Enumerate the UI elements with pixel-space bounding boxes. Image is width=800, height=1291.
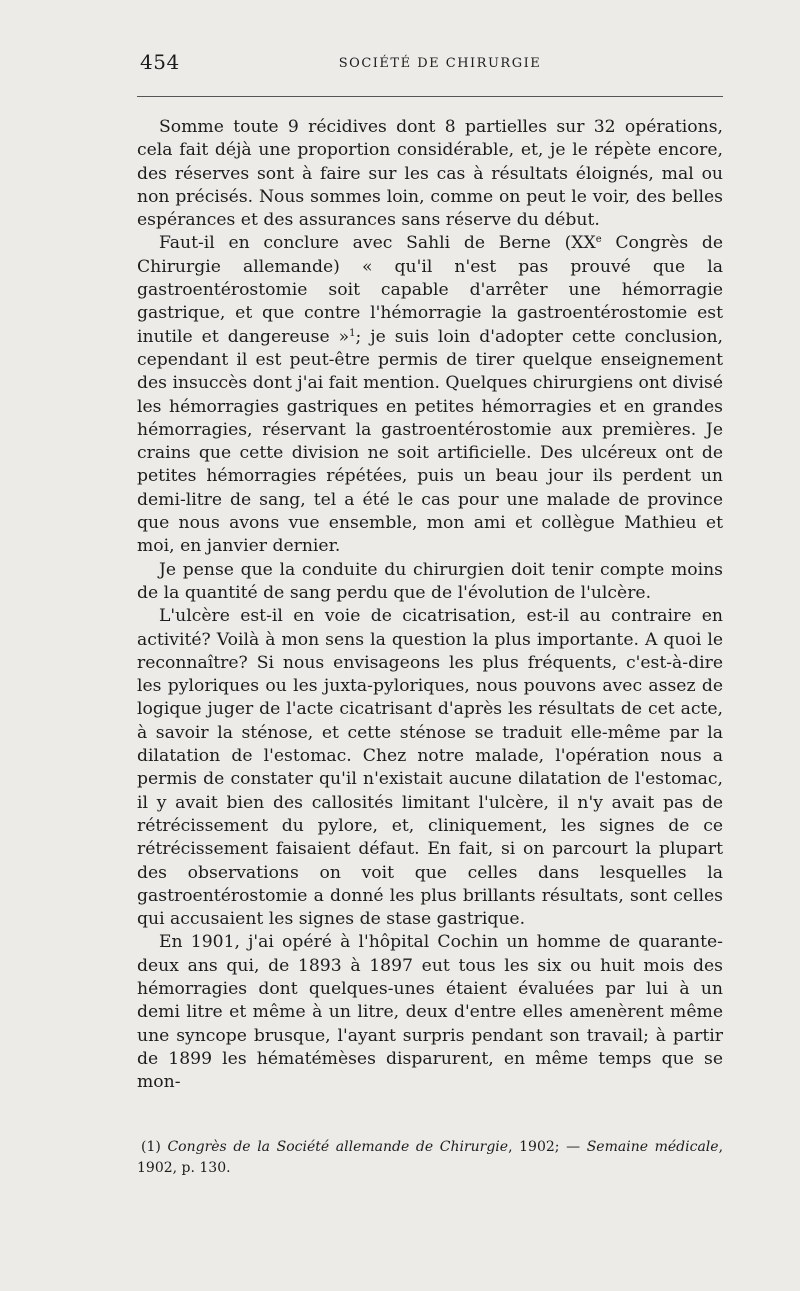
footnote-ref: 1 bbox=[349, 327, 356, 339]
footnote-source: Semaine médicale bbox=[586, 1139, 719, 1155]
footnote-text: , 1902, p. 130. bbox=[137, 1139, 724, 1176]
paragraph: Somme toute 9 récidives dont 8 partielles sur 32 opérations, cela fait déjà une proportion considérable, et, je le répète encore, des réserves sont à faire sur les cas à résultats éloignés, mal ou non précisés. Nous sommes loin, comme on peut le voir, des belles espérances et des assurances sans réserve du début. bbox=[137, 117, 723, 231]
paragraph bbox=[137, 232, 723, 558]
footnote-marker: (1) bbox=[141, 1139, 168, 1155]
footnote-source: Congrès de la Société allemande de Chirurgie bbox=[167, 1139, 509, 1155]
paragraph: En 1901, j'ai opéré à l'hôpital Cochin un homme de quarante-deux ans qui, de 1893 à 1897 eut tous les six ou huit mois des hémorragies dont quelques-unes étaient évaluées par lui à un demi litre et même à un litre, deux d'entre elles amenèrent même une syncope brusque, l'ayant surpris pendant son travail; à partir de 1899 les hématémèses disparurent, en même temps que se mon- bbox=[137, 932, 723, 1093]
footnote-text: , 1902; — bbox=[508, 1139, 587, 1155]
text-run: Congrès de Chirurgie allemande) « qu'il n'est pas prouvé que la gastroentérostomie soit capable d'arrêter une hémorragie gastrique, et que contre l'hémorragie la gastroentérostomie est inutile et dangereuse » bbox=[137, 233, 723, 347]
paragraph: L'ulcère est-il en voie de cicatrisation, est-il au contraire en activité? Voilà à mon sens la question la plus importante. A quoi le reconnaître? Si nous envisageons les plus fréquents, c'est-à-dire les pyloriques ou les juxta-pyloriques, nous pouvons avec assez de logique juger de l'acte cicatrisant d'après les résultats de cet acte, à savoir la sténose, et cette sténose se traduit elle-même par la dilatation de l'estomac. Chez notre malade, l'opération nous a permis de constater qu'il n'existait aucune dilatation de l'estomac, il y avait bien des callosités limitant l'ulcère, il n'y avait pas de rétrécissement du pylore, et, cliniquement, les signes de ce rétrécissement faisaient défaut. En fait, si on parcourt la plupart des observations on voit que celles dans lesquelles la gastroentérostomie a donné les plus brillants résultats, sont celles qui accusaient les signes de stase gastrique. bbox=[137, 606, 723, 930]
superscript: e bbox=[595, 234, 602, 246]
text-run: ; je suis loin d'adopter cette conclusion, cependant il est peut-être permis de tirer quelque enseignement des insuccès dont j'ai fait mention. Quelques chirurgiens ont divisé les hémorragies gastriques en petites hémorragies et en grandes hémorragies, réservant la gastroentérostomie aux premières. Je crains que cette division ne soit artificielle. Des ulcéreux ont de petites hémorragies répétées, puis un beau jour ils perdent un demi-litre de sang, tel a été le cas pour une malade de province que nous avons vue ensemble, mon ami et collègue Mathieu et moi, en janvier dernier. bbox=[137, 326, 723, 557]
running-head: SOCIÉTÉ DE CHIRURGIE bbox=[338, 56, 542, 71]
header-rule bbox=[137, 96, 723, 97]
body-text bbox=[137, 116, 723, 1094]
paragraph: Je pense que la conduite du chirurgien doit tenir compte moins de la quantité de sang perdu que de l'évolution de l'ulcère. bbox=[137, 559, 723, 603]
page-number: 454 bbox=[140, 50, 180, 74]
footnote bbox=[137, 1137, 723, 1179]
text-run: Faut-il en conclure avec Sahli de Berne (XX bbox=[159, 233, 596, 254]
